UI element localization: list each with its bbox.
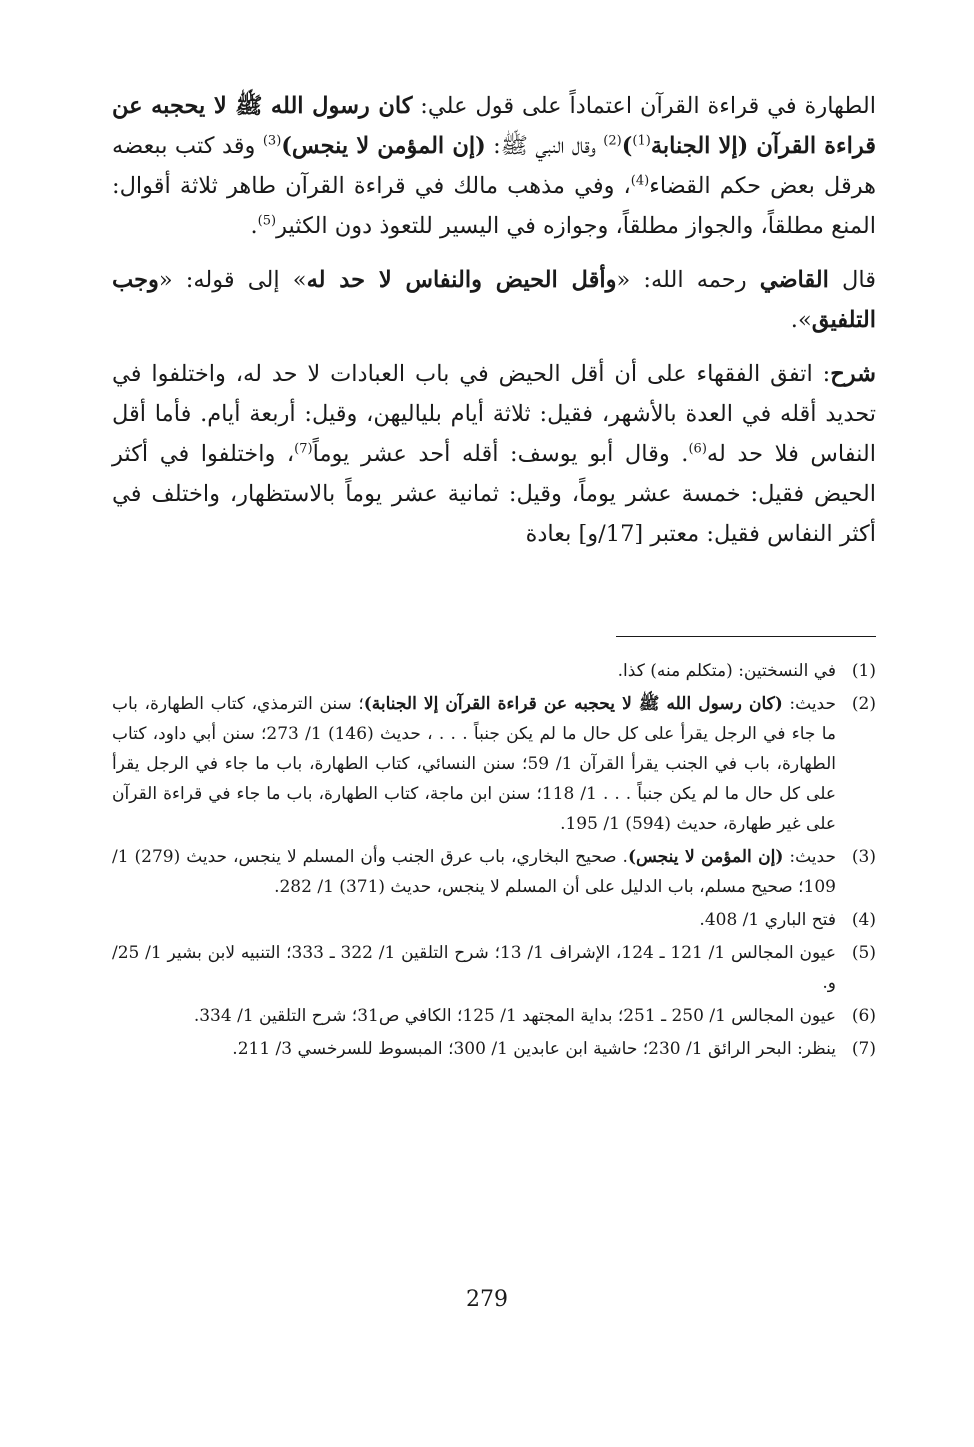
text-run: ، وفي مذهب مالك في قراءة القرآن طاهر ثلاثة أقوال: المنع مطلقاً، والجواز مطلقاً، وجوازه في اليسير للتعوذ دون الكثير (112, 173, 876, 239)
footnote-text: عيون المجالس 1/ 121 ـ 124، الإشراف 1/ 13؛ شرح التلقين 1/ 322 ـ 333؛ التنبيه لابن بشير 1/ 25/و. (112, 943, 836, 993)
footnote-number: (4) (851, 910, 876, 930)
footnote-number: (3) (851, 847, 876, 867)
text-run: ». (790, 307, 812, 333)
footnote-ref[interactable]: (2) (603, 133, 622, 149)
footnote-3 (112, 842, 876, 902)
footnote-text: . صحيح البخاري، باب عرق الجنب وأن المسلم لا ينجس، حديث (279) 1/ 109؛ صحيح مسلم، باب الدليل على أن المسلم لا ينجس، حديث (371) 1/ 282. (112, 847, 836, 897)
footnote-text: في النسختين: (متكلم منه) كذا. (617, 661, 836, 681)
footnote-number: (1) (851, 661, 876, 681)
footnote-5 (112, 938, 876, 998)
footnote-hadith: (إن المؤمن لا ينجس) (627, 847, 784, 867)
text-run: . وقال أبو يوسف: أقله أحد عشر يوماً (312, 441, 689, 467)
footnote-number: (7) (851, 1039, 876, 1059)
footnotes (112, 656, 876, 1067)
footnote-divider (616, 636, 876, 637)
footnote-ref[interactable]: (5) (257, 213, 277, 229)
footnote-text: حديث: (782, 694, 836, 714)
footnote-text: حديث: (783, 847, 836, 867)
hadith-quote: كان رسول الله ﷺ لا يحجبه عن قراءة القرآن (إلا الجنابة (112, 93, 877, 159)
text-run: . (250, 213, 258, 239)
text-run: : اتفق الفقهاء على أن أقل الحيض في باب العبادات لا حد له، واختلفوا في تحديد أقله في العدة بالأشهر، فقيل: ثلاثة أيام بلياليهن، وقيل: أربعة أيام. فأما أقل النفاس فلا حد له (112, 361, 876, 467)
footnote-text: ؛ سنن الترمذي، كتاب الطهارة، باب ما جاء في الرجل يقرأ على كل حال ما لم يكن جنباً . . . ، حديث (146) 1/ 273؛ سنن أبي داود، كتاب الطهارة، باب في الجنب يقرأ القرآن 1/ 59؛ سنن النسائي، كتاب الطهارة، باب ما جاء في الرجل يقرأ على كل حال ما لم يكن جنباً . . . 1/ 118؛ سنن ابن ماجة، كتاب الطهارة، باب ما جاء في قراءة القرآن على غير طهارة، حديث (594) 1/ 195. (112, 694, 836, 834)
text-run: قال (828, 267, 876, 293)
footnote-number: (5) (851, 943, 876, 963)
footnote-6 (112, 1001, 876, 1031)
paragraph-2 (112, 260, 876, 340)
footnote-number: (6) (851, 1006, 876, 1026)
page-number: 279 (466, 1287, 508, 1312)
page-body (112, 86, 877, 1059)
footnote-ref[interactable]: (3) (262, 133, 282, 149)
footnote-number: (2) (851, 694, 876, 714)
text-run: رحمه الله: « (616, 267, 760, 293)
paragraph-3 (112, 354, 876, 554)
text-run: وقد كتب ببعضه هرقل بعض حكم القضاء (112, 133, 876, 199)
footnote-ref[interactable]: (1) (632, 133, 651, 149)
footnote-7 (112, 1034, 876, 1064)
text-run: ) (621, 133, 633, 159)
matn-quote: وجب التلفيق (112, 267, 876, 333)
footnote-text: عيون المجالس 1/ 250 ـ 251؛ بداية المجتهد 1/ 125؛ الكافي ص31؛ شرح التلقين 1/ 334. (193, 1006, 836, 1026)
matn-quote: وأقل الحيض والنفاس لا حد له (306, 267, 617, 293)
footnote-ref[interactable]: (6) (688, 441, 707, 457)
footnote-ref[interactable]: (7) (294, 441, 313, 457)
footnote-1 (112, 656, 876, 686)
footnote-text: فتح الباري 1/ 408. (699, 910, 836, 930)
author-name: القاضي (759, 267, 829, 293)
paragraph-1 (112, 86, 876, 246)
text-run: » إلى قوله: « (158, 267, 307, 293)
footnote-4 (112, 905, 876, 935)
commentary-label: شرح (830, 361, 876, 387)
footnote-ref[interactable]: (4) (630, 173, 650, 189)
text-run: الطهارة في قراءة القرآن اعتماداً على قول علي: (412, 93, 876, 119)
footnote-text: ينظر: البحر الرائق 1/ 230؛ حاشية ابن عابدين 1/ 300؛ المبسوط للسرخسي 3/ 211. (232, 1039, 836, 1059)
text-run: وقال النبي ﷺ: (485, 133, 604, 159)
text-run: ، واختلفوا في أكثر الحيض فقيل: خمسة عشر يوماً، وقيل: ثمانية عشر يوماً بالاستظهار، واختلف في أكثر النفاس فقيل: معتبر [17/و] بعادة (112, 441, 876, 547)
footnote-hadith: (كان رسول الله ﷺ لا يحجبه عن قراءة القرآن إلا الجنابة) (363, 694, 783, 714)
footnote-2 (112, 689, 876, 839)
hadith-quote: (إن المؤمن لا ينجس) (281, 133, 486, 159)
